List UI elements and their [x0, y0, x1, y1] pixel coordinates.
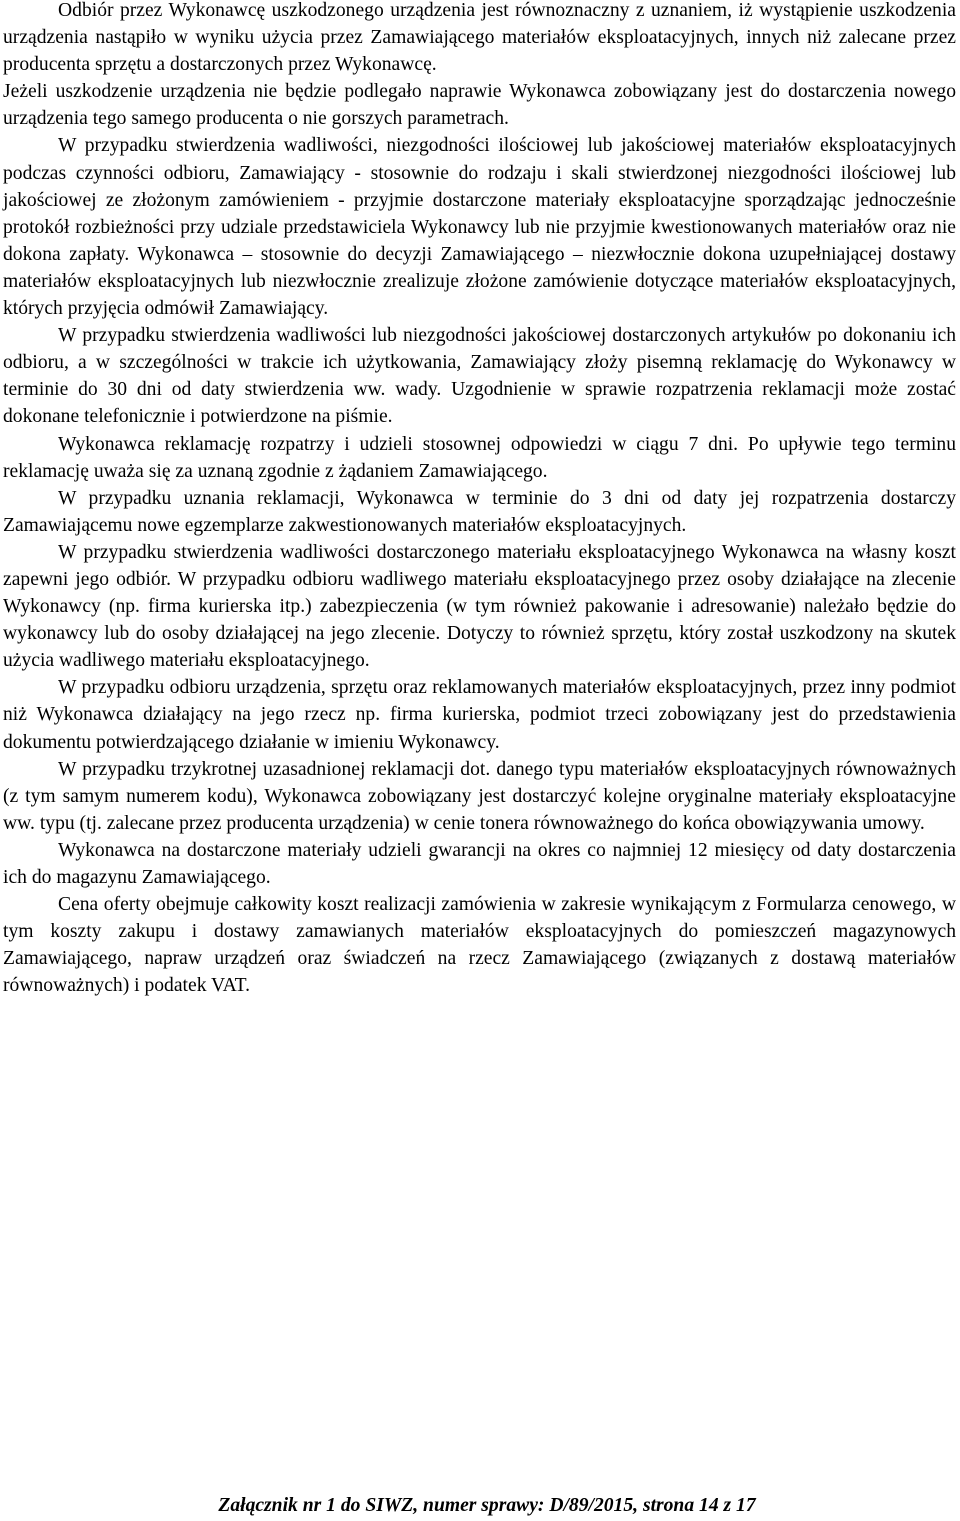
paragraph-6: W przypadku uznania reklamacji, Wykonawca w terminie do 3 dni od daty jej rozpatrzenia dostarczy Zamawiającemu nowe egzemplarze zakwestionowanych materiałów eksploatacyjnych.	[3, 487, 956, 536]
paragraph-1: Odbiór przez Wykonawcę uszkodzonego urządzenia jest równoznaczny z uznaniem, iż wystąpienie uszkodzenia urządzenia nastąpiło w wyniku użycia przez Zamawiającego materiałów eksploatacyjnych, innych niż zalecane przez producenta sprzętu a dostarczonych przez Wykonawcę.	[3, 0, 956, 76]
document-body	[3, 0, 956, 999]
page-footer: Załącznik nr 1 do SIWZ, numer sprawy: D/89/2015, strona 14 z 17	[218, 1495, 756, 1516]
paragraph-9: W przypadku trzykrotnej uzasadnionej reklamacji dot. danego typu materiałów eksploatacyjnych równoważnych (z tym samym numerem kodu), Wykonawca zobowiązany jest dostarczyć kolejne oryginalne materiały eksploatacyjne ww. typu (tj. zalecane przez producenta urządzenia) w cenie tonera równoważnego do końca obowiązywania umowy.	[3, 758, 956, 834]
paragraph-8: W przypadku odbioru urządzenia, sprzętu oraz reklamowanych materiałów eksploatacyjnych, przez inny podmiot niż Wykonawca działający na jego rzecz np. firma kurierska, podmiot trzeci zobowiązany jest do przedstawienia dokumentu potwierdzającego działanie w imieniu Wykonawcy.	[3, 677, 956, 753]
paragraph-5: Wykonawca reklamację rozpatrzy i udzieli stosownej odpowiedzi w ciągu 7 dni. Po upływie tego terminu reklamację uważa się za uznaną zgodnie z żądaniem Zamawiającego.	[3, 433, 956, 482]
paragraph-11: Cena oferty obejmuje całkowity koszt realizacji zamówienia w zakresie wynikającym z Formularza cenowego, w tym koszty zakupu i dostawy zamawianych materiałów eksploatacyjnych do pomieszczeń magazynowych Zamawiającego, napraw urządzeń oraz świadczeń na rzecz Zamawiającego (związanych z dostawą materiałów równoważnych) i podatek VAT.	[3, 894, 956, 997]
paragraph-2: Jeżeli uszkodzenie urządzenia nie będzie podlegało naprawie Wykonawca zobowiązany jest do dostarczenia nowego urządzenia tego samego producenta o nie gorszych parametrach.	[3, 81, 956, 130]
paragraph-4: W przypadku stwierdzenia wadliwości lub niezgodności jakościowej dostarczonych artykułów po dokonaniu ich odbioru, a w szczególności w trakcie ich użytkowania, Zamawiający złoży pisemną reklamację do Wykonawcy w terminie do 30 dni od daty stwierdzenia ww. wady. Uzgodnienie w sprawie rozpatrzenia reklamacji może zostać dokonane telefonicznie i potwierdzone na piśmie.	[3, 325, 956, 428]
paragraph-10: Wykonawca na dostarczone materiały udzieli gwarancji na okres co najmniej 12 miesięcy od daty dostarczenia ich do magazynu Zamawiającego.	[3, 839, 956, 888]
paragraph-7: W przypadku stwierdzenia wadliwości dostarczonego materiału eksploatacyjnego Wykonawca na własny koszt zapewni jego odbiór. W przypadku odbioru wadliwego materiału eksploatacyjnego przez osoby działające na zlecenie Wykonawcy (np. firma kurierska itp.) zabezpieczenia (w tym również pakowanie i adresowanie) należało będzie do wykonawcy lub do osoby działającej na jego zlecenie. Dotyczy to również sprzętu, który został uszkodzony na skutek użycia wadliwego materiału eksploatacyjnego.	[3, 541, 956, 672]
paragraph-3: W przypadku stwierdzenia wadliwości, niezgodności ilościowej lub jakościowej materiałów eksploatacyjnych podczas czynności odbioru, Zamawiający - stosownie do rodzaju i skali stwierdzonej niezgodności ilościowej lub jakościowej ze złożonym zamówieniem - przyjmie dostarczone materiały eksploatacyjne sporządzając jednocześnie protokół rozbieżności przy udziale przedstawiciela Wykonawcy lub nie przyjmie kwestionowanych materiałów oraz nie dokona zapłaty. Wykonawca – stosownie do decyzji Zamawiającego – niezwłocznie dokona uzupełniającej dostawy materiałów eksploatacyjnych lub niezwłocznie zrealizuje złożone zamówienie dotyczące materiałów eksploatacyjnych, których przyjęcia odmówił Zamawiający.	[3, 135, 956, 320]
